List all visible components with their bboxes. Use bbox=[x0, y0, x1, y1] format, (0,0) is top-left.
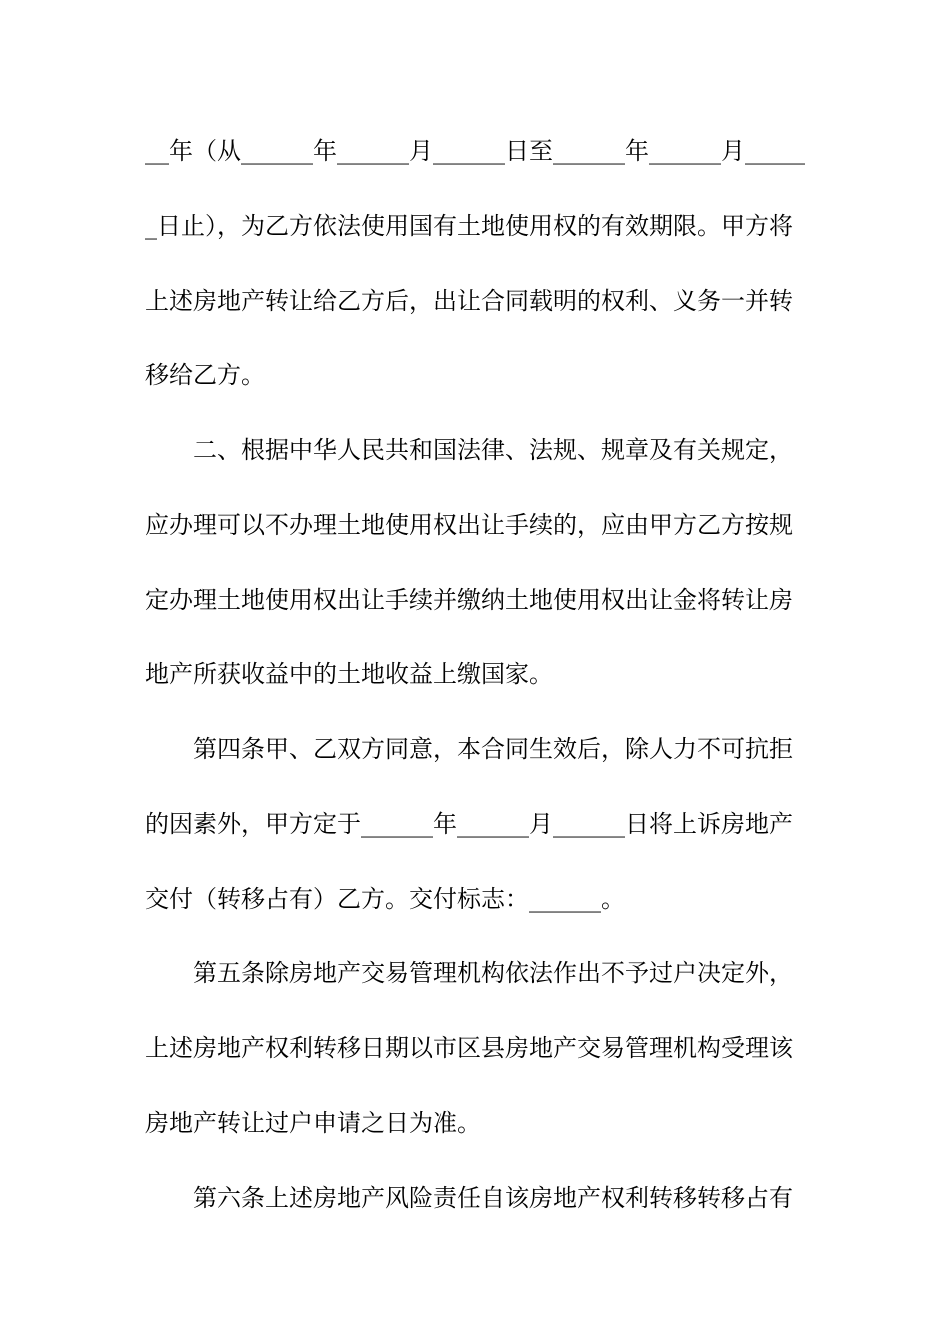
paragraph-line: 地产所获收益中的土地收益上缴国家。 bbox=[145, 660, 553, 688]
paragraph-line: 上述房地产权利转移日期以市区县房地产交易管理机构受理该 bbox=[145, 1034, 793, 1062]
article-5-first-line: 第五条除房地产交易管理机构依法作出不予过户决定外， bbox=[193, 959, 793, 987]
article-6-first-line: 第六条上述房地产风险责任自该房地产权利转移转移占有 bbox=[193, 1184, 793, 1212]
paragraph-line: 移给乙方。 bbox=[145, 361, 265, 389]
paragraph-line: 交付（转移占有）乙方。交付标志：______。 bbox=[145, 885, 625, 913]
paragraph-line: 上述房地产转让给乙方后，出让合同载明的权利、义务一并转 bbox=[145, 287, 793, 315]
paragraph-line: 房地产转让过户申请之日为准。 bbox=[145, 1109, 481, 1137]
paragraph-line: __年（从______年______月______日至______年______月_____ bbox=[145, 137, 805, 165]
paragraph-line: 的因素外，甲方定于______年______月______日将上诉房地产 bbox=[145, 810, 793, 838]
paragraph-line: 应办理可以不办理土地使用权出让手续的，应由甲方乙方按规 bbox=[145, 511, 793, 539]
paragraph-line: 定办理土地使用权出让手续并缴纳土地使用权出让金将转让房 bbox=[145, 586, 793, 614]
paragraph-line: _日止），为乙方依法使用国有土地使用权的有效期限。甲方将 bbox=[145, 212, 793, 240]
paragraph-first-line: 二、根据中华人民共和国法律、法规、规章及有关规定， bbox=[193, 436, 793, 464]
article-4-first-line: 第四条甲、乙双方同意，本合同生效后，除人力不可抗拒 bbox=[193, 735, 793, 763]
